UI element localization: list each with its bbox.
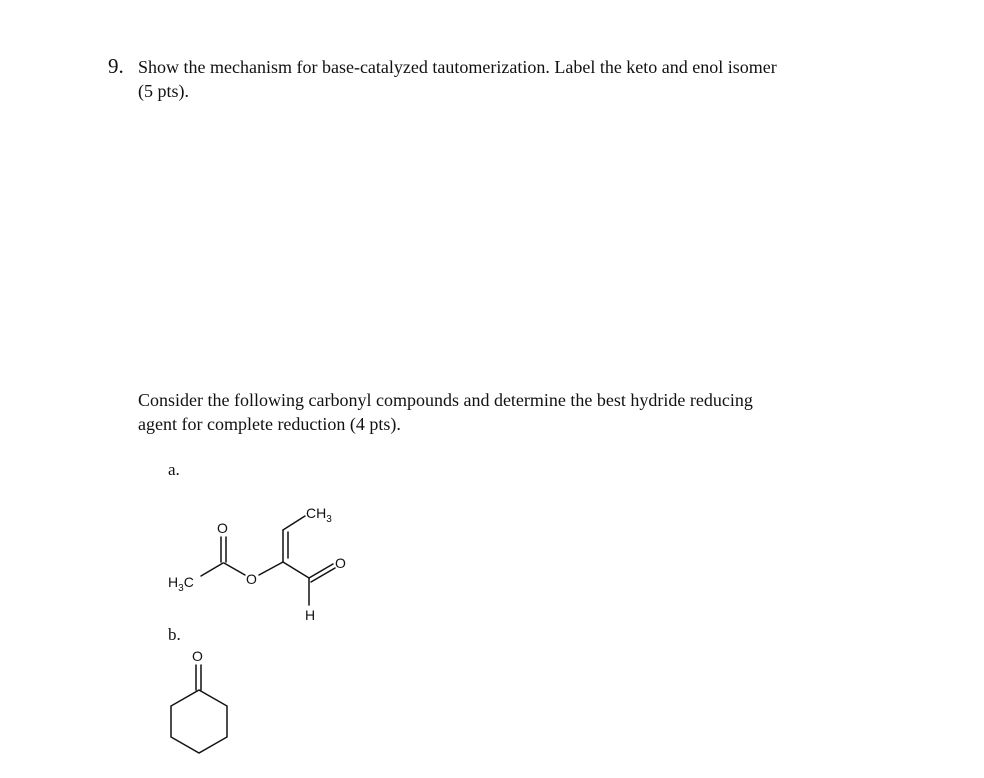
bond-carbonyl-ester-o	[224, 563, 245, 575]
atom-aldehyde-o: O	[335, 555, 346, 571]
part-a-label: a.	[168, 460, 180, 479]
structure-a	[168, 505, 346, 623]
atom-ester-carbonyl-o: O	[217, 520, 228, 536]
section-instructions-line-1: Consider the following carbonyl compounds and determine the best hydride reducing	[138, 390, 753, 410]
atom-h3c: $H_3C$	[168, 574, 194, 594]
atom-ketone-o: O	[192, 648, 203, 664]
atom-aldehyde-h: H	[305, 607, 316, 623]
atom-ester-o: O	[246, 571, 257, 587]
cyclohexane-ring	[171, 690, 227, 753]
question-number: 9.	[108, 54, 124, 78]
bond-ester-o-vinyl	[259, 562, 283, 575]
atom-ch3: $CH_3$	[306, 505, 332, 525]
part-b-label: b.	[168, 625, 181, 644]
bond-vinyl-aldehyde	[283, 562, 309, 578]
question-text-line-1: Show the mechanism for base-catalyzed tautomerization. Label the keto and enol isomer	[138, 57, 777, 77]
section-instructions-line-2: agent for complete reduction (4 pts).	[138, 414, 401, 434]
structure-b	[171, 648, 227, 753]
bond-methyl-carbonyl	[201, 563, 223, 576]
bond-vinyl-methyl	[283, 516, 305, 530]
question-text-line-2: (5 pts).	[138, 81, 189, 101]
